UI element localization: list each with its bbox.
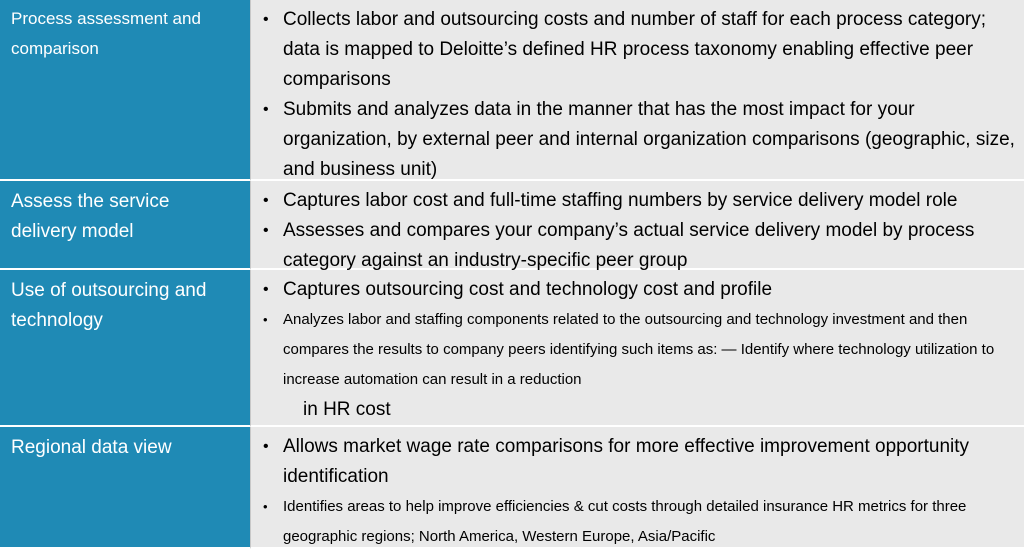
category-label: Use of outsourcing and technology (11, 280, 207, 331)
category-label: Assess the service delivery model (11, 191, 170, 242)
bullet-icon: • (263, 192, 269, 209)
bullet-text: Captures outsourcing cost and technology cost and profile (283, 279, 773, 300)
bullet-icon: • (263, 101, 269, 118)
bullet-text: Captures labor cost and full-time staffing numbers by service delivery model role (283, 190, 958, 211)
bullet-item (259, 492, 1020, 552)
bullet-item (259, 305, 1020, 426)
bullet-list (259, 5, 1020, 185)
bullet-item (259, 216, 1020, 276)
bullet-icon: • (263, 438, 269, 455)
bullet-item (259, 5, 1020, 95)
bullet-text: Submits and analyzes data in the manner that has the most impact for your organization, by external peer and internal organization comparisons (geographic, size, and business unit) (283, 99, 1015, 180)
bullet-icon: • (263, 222, 269, 239)
bullet-icon: • (263, 312, 268, 327)
bullet-list (259, 186, 1020, 276)
description-cell (250, 0, 1024, 181)
category-cell (0, 181, 250, 270)
category-cell (0, 0, 250, 181)
category-cell (0, 427, 250, 549)
bullet-item (259, 432, 1020, 492)
bullet-list (259, 275, 1020, 426)
bullet-text: Analyzes labor and staffing components related to the outsourcing and technology investment and then compares the results to company peers identifying such items as: — Identify where technology utilization to increase automation can result in a reduction (283, 311, 995, 388)
bullet-icon: • (263, 11, 269, 28)
bullet-icon: • (263, 281, 269, 298)
category-cell (0, 270, 250, 427)
description-cell (250, 181, 1024, 270)
bullet-list (259, 432, 1020, 552)
description-cell (250, 270, 1024, 427)
bullet-text: Allows market wage rate comparisons for more effective improvement opportunity identification (283, 436, 970, 487)
bullet-text: Identifies areas to help improve efficiencies & cut costs through detailed insurance HR metrics for three geographic regions; North America, Western Europe, Asia/Pacific (283, 498, 967, 545)
category-label: Regional data view (11, 437, 172, 458)
bullet-item (259, 95, 1020, 185)
category-label: Process assessment and comparison (11, 9, 201, 58)
bullet-item (259, 186, 1020, 216)
description-cell (250, 427, 1024, 549)
bullet-text: Collects labor and outsourcing costs and number of staff for each process category; data is mapped to Deloitte’s defined HR process taxonomy enabling effective peer comparisons (283, 9, 987, 90)
bullet-text: Assesses and compares your company’s actual service delivery model by process category against an industry-specific peer group (283, 220, 975, 271)
bullet-continuation: in HR cost (303, 399, 391, 420)
bullet-item (259, 275, 1020, 305)
bullet-icon: • (263, 499, 268, 514)
